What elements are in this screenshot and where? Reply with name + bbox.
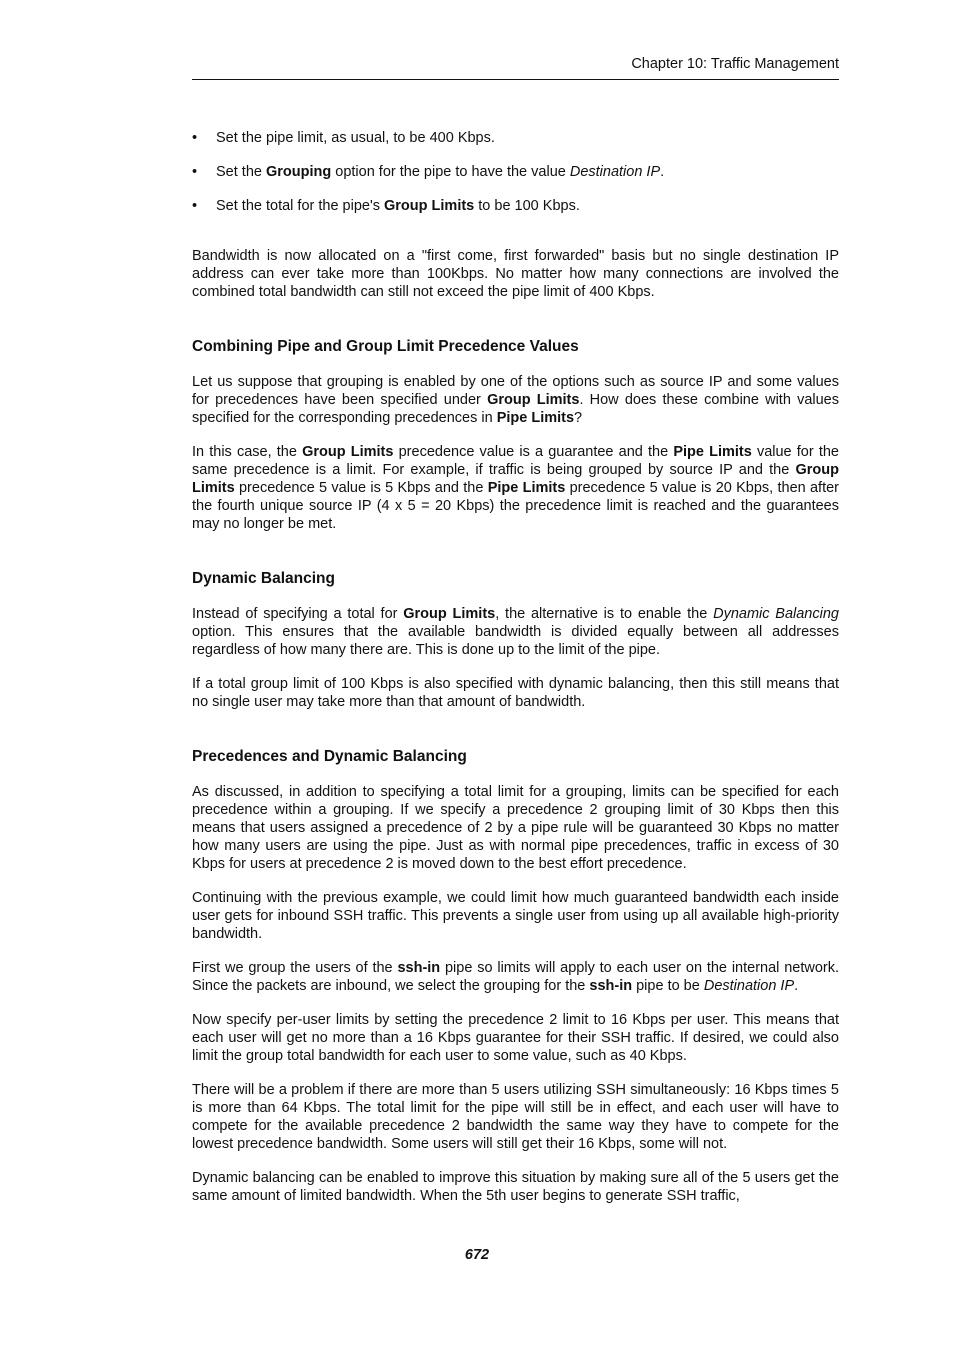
paragraph: Let us suppose that grouping is enabled by one of the options such as source IP and some values for precedences have been specified under Group Limits. How does these combine with values specified for the corresponding precedences in Pipe Limits? [192, 374, 839, 426]
bold-term: Group Limits [487, 392, 580, 408]
intro-paragraph: Bandwidth is now allocated on a "first come, first forwarded" basis but no single destination IP address can ever take more than 100Kbps. No matter how many connections are involved the combined total bandwidth can still not exceed the pipe limit of 400 Kbps. [192, 248, 839, 300]
bold-term: ssh-in [589, 978, 633, 994]
section-heading-combining: Combining Pipe and Group Limit Precedence Values [192, 338, 579, 355]
paragraph: Now specify per-user limits by setting the precedence 2 limit to 16 Kbps per user. This means that each user will get no more than a 16 Kbps guarantee for their SSH traffic. If desired, we could also limit the group total bandwidth for each user to some value, such as 40 Kbps. [192, 1012, 839, 1064]
page-body [192, 129, 839, 1221]
bold-term: Group Limits [384, 198, 475, 214]
paragraph: First we group the users of the ssh-in pipe so limits will apply to each user on the internal network. Since the packets are inbound, we select the grouping for the ssh-in pipe to be Destination IP. [192, 960, 839, 994]
bullet-marker: • [192, 130, 198, 146]
italic-term: Dynamic Balancing [713, 606, 839, 622]
bold-term: Group Limits [302, 444, 394, 460]
page-number: 672 [464, 1247, 490, 1263]
italic-term: Destination IP [703, 978, 795, 994]
bullet-text: Set the total for the pipe's [216, 198, 385, 214]
bullet-text: to be 100 Kbps. [474, 198, 580, 214]
bold-term: Pipe Limits [673, 444, 752, 460]
bullet-text: . [660, 164, 665, 180]
paragraph: In this case, the Group Limits precedence value is a guarantee and the Pipe Limits value for the same precedence is a limit. For example, if traffic is being grouped by source IP and the Group Limits precedence 5 value is 5 Kbps and the Pipe Limits precedence 5 value is 20 Kbps, then after the fourth unique source IP (4 x 5 = 20 Kbps) the precedence limit is reached and the guarantees may no longer be met. [192, 444, 839, 532]
paragraph: Instead of specifying a total for Group Limits, the alternative is to enable the Dynamic Balancing option. This ensures that the available bandwidth is divided equally between all addresses regardless of how many there are. This is done up to the limit of the pipe. [192, 606, 839, 658]
bullet-text: Set the pipe limit, as usual, to be 400 Kbps. [216, 130, 495, 146]
list-item [192, 197, 839, 215]
paragraph: Dynamic balancing can be enabled to improve this situation by making sure all of the 5 users get the same amount of limited bandwidth. When the 5th user begins to generate SSH traffic, [192, 1170, 839, 1204]
bold-term: Grouping [265, 164, 332, 180]
bold-term: ssh-in [397, 960, 441, 976]
bold-term: Group Limits [192, 462, 839, 496]
bullet-text: Set the [216, 164, 266, 180]
bullet-marker: • [192, 164, 198, 180]
paragraph: If a total group limit of 100 Kbps is also specified with dynamic balancing, then this still means that no single user may take more than that amount of bandwidth. [192, 676, 839, 710]
bold-term: Pipe Limits [496, 410, 575, 426]
bullet-list [192, 129, 839, 215]
section-heading-dynamic-balancing: Dynamic Balancing [192, 570, 335, 587]
italic-term: Destination IP [569, 164, 661, 180]
bullet-text: option for the pipe to have the value [331, 164, 570, 180]
bold-term: Pipe Limits [487, 480, 566, 496]
section-heading-precedences: Precedences and Dynamic Balancing [192, 748, 467, 765]
paragraph: There will be a problem if there are more than 5 users utilizing SSH simultaneously: 16 Kbps times 5 is more than 64 Kbps. The total limit for the pipe will still be in effect, and each user will have to compete for the available precedence 2 bandwidth the same way they have to compete for the lowest precedence bandwidth. Some users will still get their 16 Kbps, some will not. [192, 1082, 839, 1152]
bold-term: Group Limits [403, 606, 496, 622]
paragraph: Continuing with the previous example, we could limit how much guaranteed bandwidth each inside user gets for inbound SSH traffic. This prevents a single user from using up all available high-priority bandwidth. [192, 890, 839, 942]
paragraph: As discussed, in addition to specifying a total limit for a grouping, limits can be specified for each precedence within a grouping. If we specify a precedence 2 grouping limit of 30 Kbps then this means that users assigned a precedence of 2 by a pipe rule will be guaranteed 30 Kbps no matter how many users are using the pipe. Just as with normal pipe precedences, traffic in excess of 30 Kbps for users at precedence 2 is moved down to the best effort precedence. [192, 784, 839, 872]
list-item [192, 163, 839, 181]
chapter-header [192, 54, 839, 80]
list-item [192, 129, 839, 147]
chapter-title: Chapter 10: Traffic Management [631, 56, 839, 72]
bullet-marker: • [192, 198, 198, 214]
